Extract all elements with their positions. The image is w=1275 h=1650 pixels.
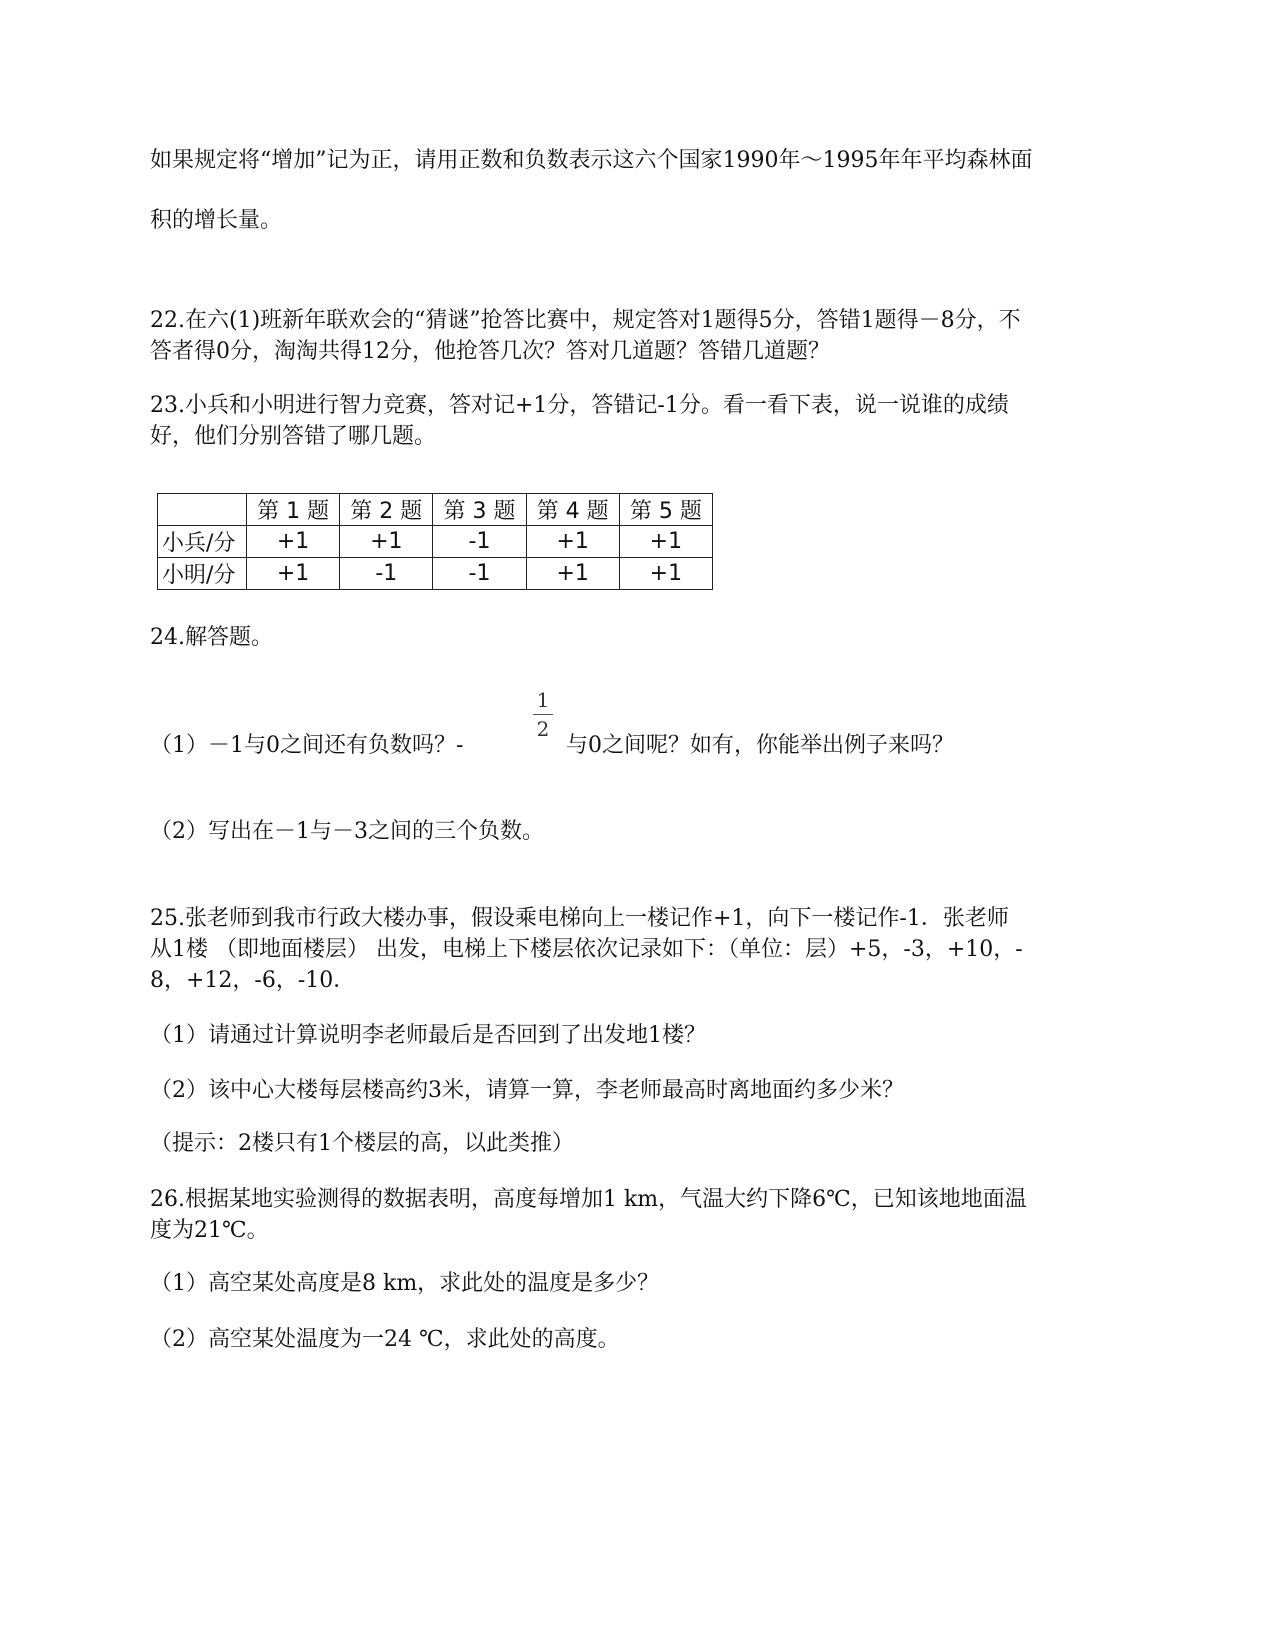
score-cell: +1 bbox=[340, 526, 433, 558]
score-table-header: 第 2 题 bbox=[340, 494, 433, 526]
score-table bbox=[157, 493, 713, 590]
q26-part1: （1）高空某处高度是8 km，求此处的温度是多少？ bbox=[150, 1271, 660, 1296]
q22-text-line-1: 22.在六(1)班新年联欢会的“猜谜”抢答比赛中，规定答对1题得5分，答错1题得－8分，不 bbox=[150, 308, 1021, 333]
table-row bbox=[158, 558, 713, 590]
score-cell: +1 bbox=[619, 526, 712, 558]
fraction-bar bbox=[533, 714, 553, 715]
score-cell: +1 bbox=[619, 558, 712, 590]
score-cell: -1 bbox=[433, 558, 526, 590]
score-cell: +1 bbox=[247, 526, 340, 558]
score-table-corner bbox=[158, 494, 247, 526]
q25-hint: （提示：2楼只有1个楼层的高，以此类推） bbox=[150, 1131, 574, 1156]
q23-text-line-1: 23.小兵和小明进行智力竞赛，答对记+1分，答错记-1分。看一看下表，说一说谁的成绩 bbox=[150, 393, 1009, 418]
q22-text-line-2: 答者得0分，淘淘共得12分，他抢答几次？答对几道题？答错几道题？ bbox=[150, 339, 830, 364]
q24-part2: （2）写出在－1与－3之间的三个负数。 bbox=[150, 819, 544, 844]
q24-title: 24.解答题。 bbox=[150, 625, 273, 650]
q23-text-line-2: 好，他们分别答错了哪几题。 bbox=[150, 424, 437, 449]
row-label-xiaobing: 小兵/分 bbox=[158, 526, 247, 558]
score-cell: +1 bbox=[247, 558, 340, 590]
score-table-header: 第 1 题 bbox=[247, 494, 340, 526]
score-cell: +1 bbox=[526, 526, 619, 558]
q25-part1: （1）请通过计算说明李老师最后是否回到了出发地1楼？ bbox=[150, 1023, 706, 1048]
q25-text-line-3: 8，+12，-6，-10． bbox=[150, 968, 356, 993]
score-table-header: 第 3 题 bbox=[433, 494, 526, 526]
score-table-header-row bbox=[158, 494, 713, 526]
q26-part2: （2）高空某处温度为一24 ℃，求此处的高度。 bbox=[150, 1327, 620, 1352]
q24-part1-before: （1）－1与0之间还有负数吗？- bbox=[150, 733, 464, 758]
score-cell: +1 bbox=[526, 558, 619, 590]
row-label-xiaoming: 小明/分 bbox=[158, 558, 247, 590]
score-cell: -1 bbox=[340, 558, 433, 590]
q26-text-line-1: 26.根据某地实验测得的数据表明，高度每增加1 km，气温大约下降6℃，已知该地地面温 bbox=[150, 1187, 1027, 1212]
q21-text-line-2: 积的增长量。 bbox=[150, 208, 283, 233]
q21-text-line-1: 如果规定将“增加”记为正，请用正数和负数表示这六个国家1990年～1995年年平均森林面 bbox=[150, 148, 1033, 173]
fraction-denominator: 2 bbox=[536, 717, 550, 741]
q24-part1-after: 与0之间呢？如有，你能举出例子来吗？ bbox=[566, 733, 954, 758]
score-cell: -1 bbox=[433, 526, 526, 558]
score-table-header: 第 5 题 bbox=[619, 494, 712, 526]
q25-text-line-2: 从1楼 （即地面楼层） 出发，电梯上下楼层依次记录如下：（单位：层）+5，-3，+10，- bbox=[150, 937, 1023, 962]
q26-text-line-2: 度为21℃。 bbox=[150, 1218, 269, 1243]
q25-part2: （2）该中心大楼每层楼高约3米，请算一算，李老师最高时离地面约多少米？ bbox=[150, 1078, 904, 1103]
fraction-numerator: 1 bbox=[536, 688, 550, 712]
q25-text-line-1: 25.张老师到我市行政大楼办事，假设乘电梯向上一楼记作+1，向下一楼记作-1．张老师 bbox=[150, 906, 1009, 931]
table-row bbox=[158, 526, 713, 558]
score-table-header: 第 4 题 bbox=[526, 494, 619, 526]
